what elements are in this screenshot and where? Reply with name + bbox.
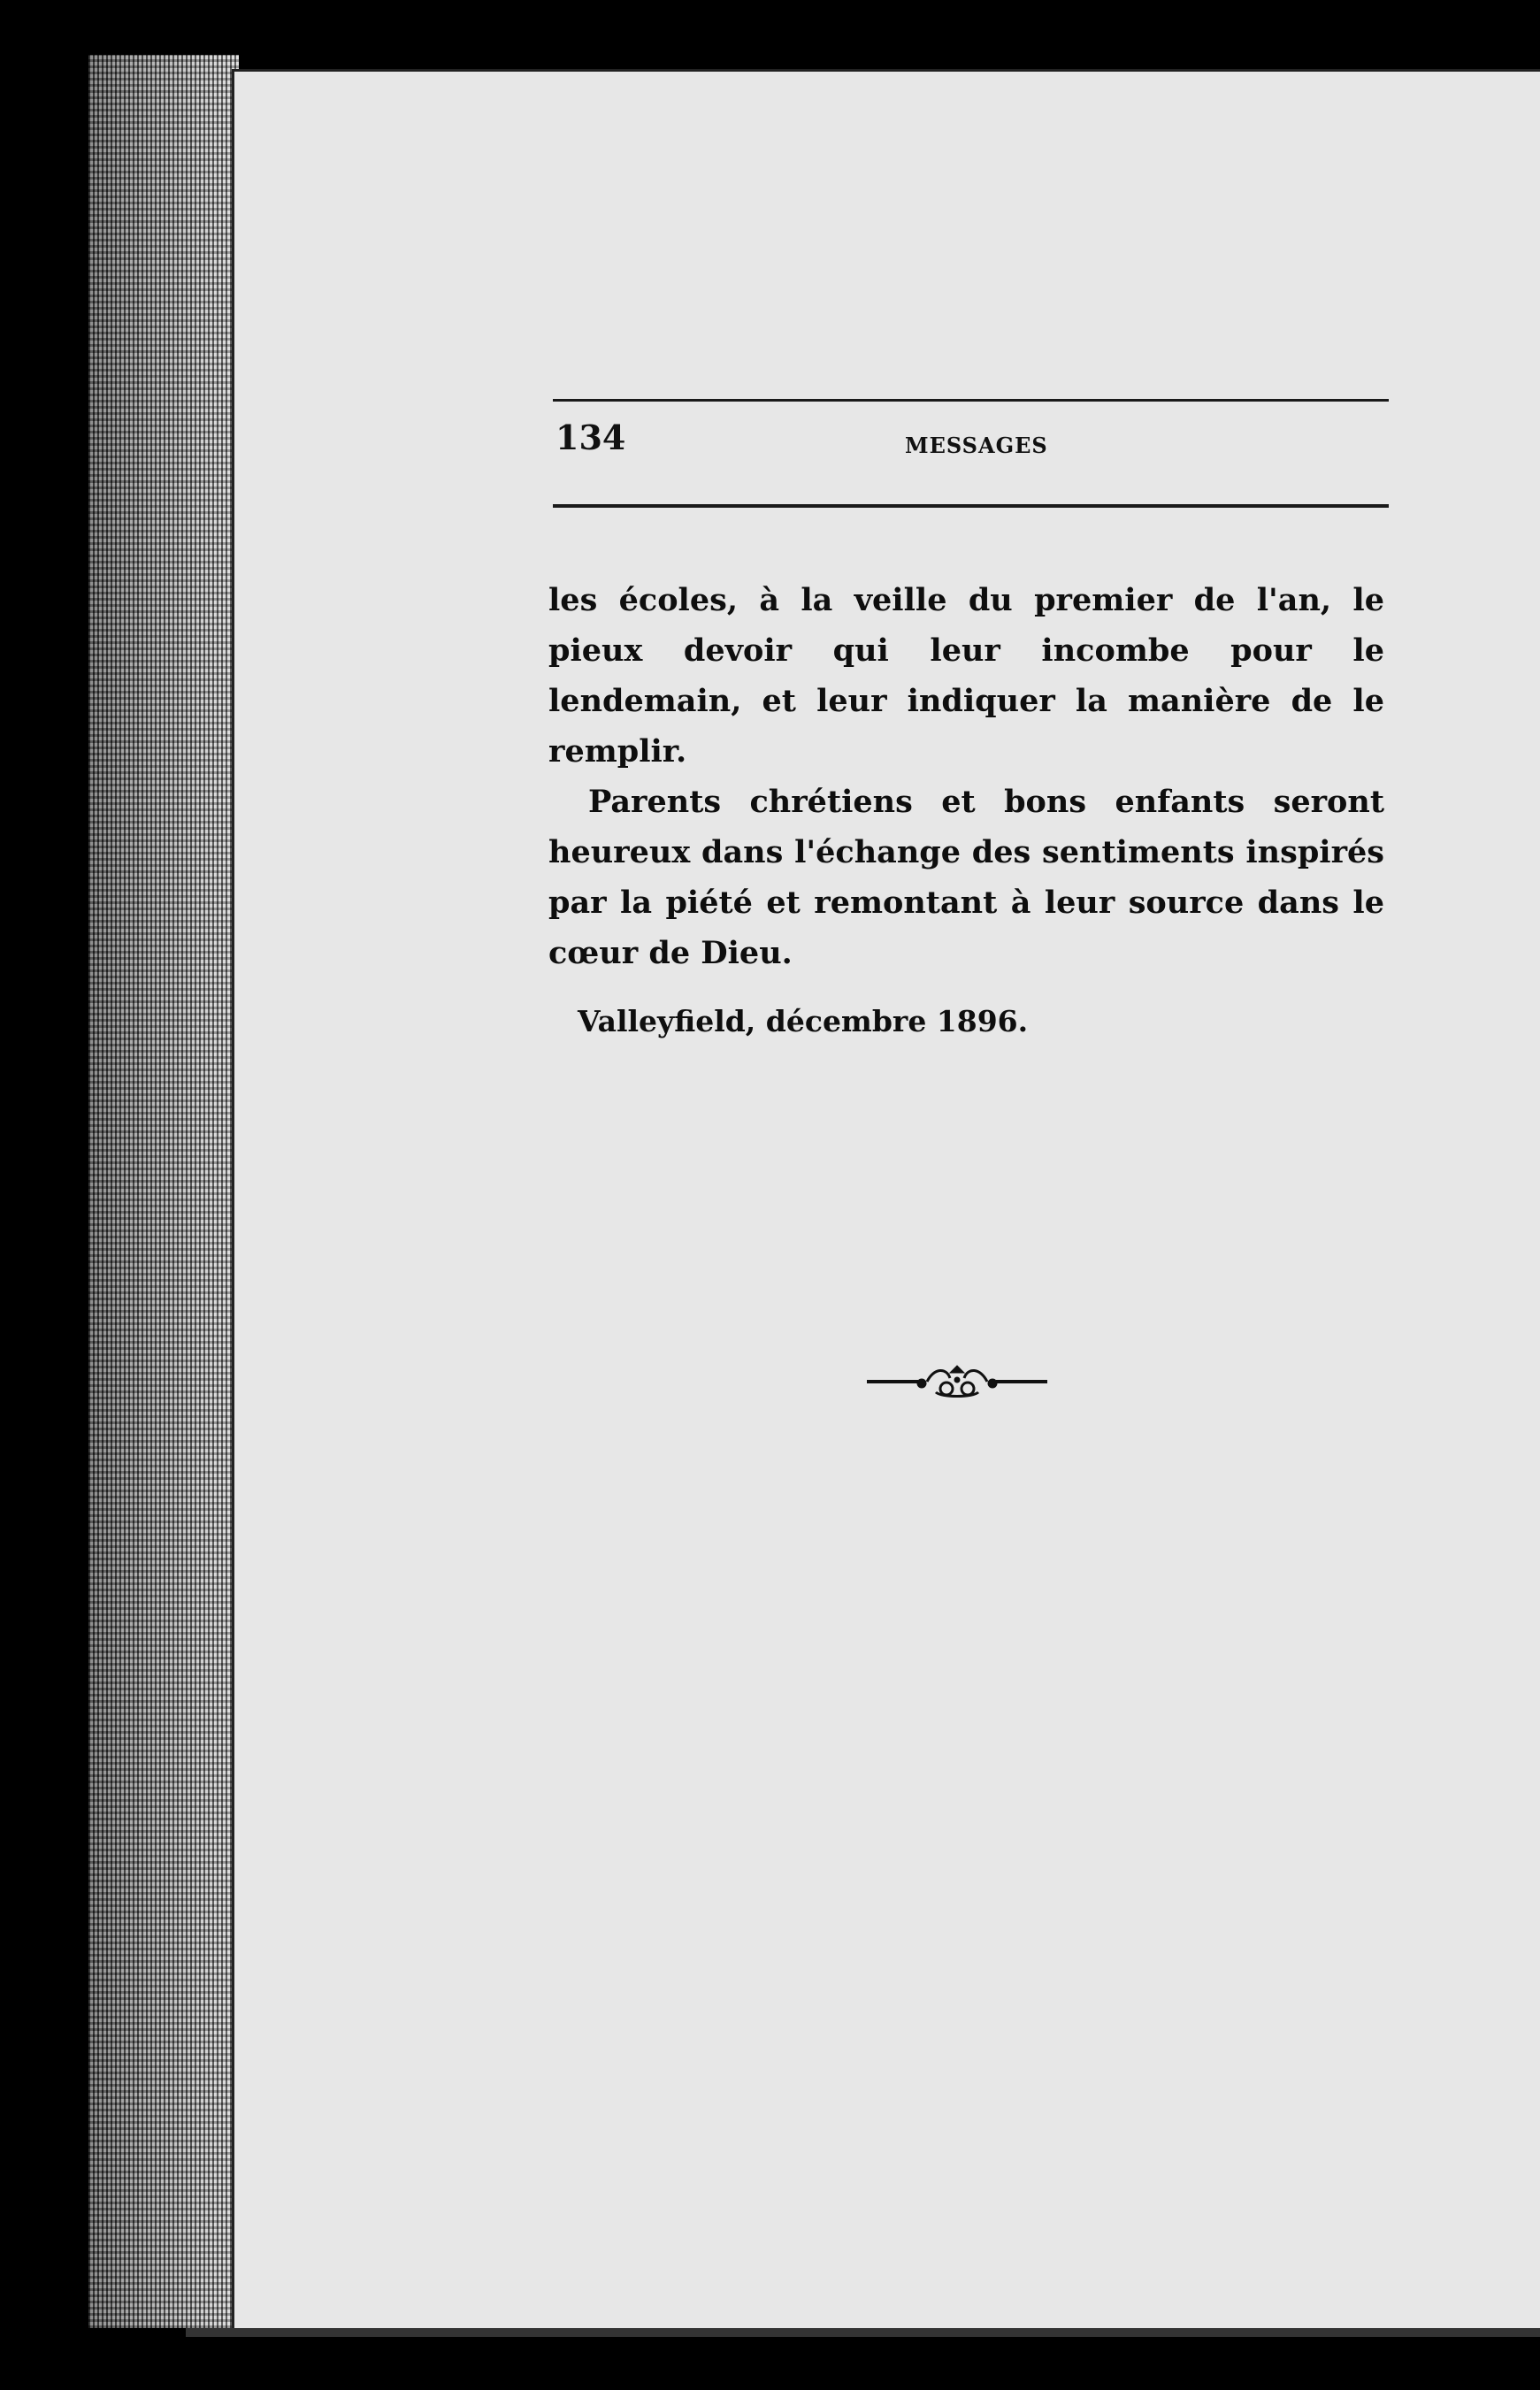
dateline: Valleyfield, décembre 1896. bbox=[578, 1004, 1029, 1038]
binding-edge bbox=[88, 55, 239, 2328]
body-text bbox=[548, 575, 1384, 978]
page-bottom-edge bbox=[186, 2328, 1540, 2337]
book-page bbox=[232, 69, 1540, 2336]
paragraph: Parents chrétiens et bons enfants seront heureux dans l'échange des sentiments inspirés par la piété et remontant à leur source dans le cœur de Dieu. bbox=[548, 784, 1384, 971]
page-number: 134 bbox=[555, 417, 626, 457]
paragraph-continuation: les écoles, à la veille du premier de l'an, le pieux devoir qui leur incombe pour le lendemain, et leur indiquer la manière de le remplir. bbox=[548, 582, 1384, 770]
header-rule-top bbox=[553, 399, 1389, 402]
header-rule-bottom bbox=[553, 504, 1389, 508]
floral-tailpiece-icon bbox=[865, 1362, 1049, 1398]
running-title: MESSAGES bbox=[905, 433, 1048, 458]
